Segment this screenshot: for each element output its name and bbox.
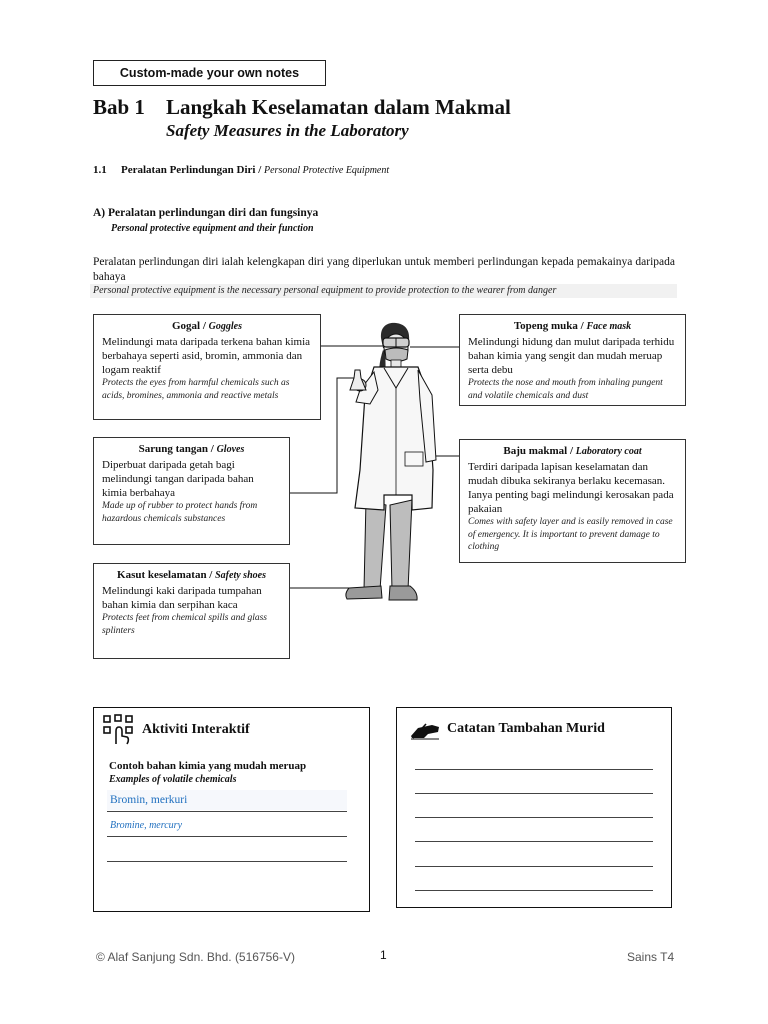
shoes-desc: Melindungi kaki daripada tumpahan bahan kimia dan serpihan kaca: [102, 585, 262, 611]
subsection-title-en: Personal protective equipment and their function: [111, 223, 314, 234]
coat-box: [459, 439, 686, 563]
footer-subject: Sains T4: [627, 950, 675, 964]
activity-question: Contoh bahan kimia yang mudah meruap: [109, 760, 307, 772]
goggles-desc-en: Protects the eyes from harmful chemicals such as acids, bromines, ammonia and reactive metals: [102, 378, 290, 401]
gloves-title: [102, 442, 281, 457]
activity-question-en: Examples of volatile chemicals: [109, 774, 237, 785]
writing-hand-icon: [410, 720, 440, 740]
subsection-title: A) Peralatan perlindungan diri dan fungsinya: [93, 207, 319, 219]
mask-name: Topeng muka /: [513, 320, 587, 332]
answer-line-1: [107, 811, 347, 812]
notes-title: Catatan Tambahan Murid: [447, 721, 605, 736]
section-number: 1.1: [93, 164, 107, 176]
interactive-hand-icon: [102, 714, 134, 746]
chapter-title-text: Langkah Keselamatan dalam Makmal: [166, 95, 511, 119]
notes-line-3[interactable]: [415, 817, 653, 818]
gloves-name-en: Gloves: [216, 444, 245, 455]
goggles-box: [93, 314, 321, 420]
section-title-en: Personal Protective Equipment: [264, 165, 390, 176]
gloves-box: [93, 437, 290, 545]
activity-answer[interactable]: Bromin, merkuri: [110, 794, 188, 806]
coat-name-en: Laboratory coat: [575, 446, 642, 457]
intro-text: Peralatan perlindungan diri ialah kelengkapan diri yang diperlukan untuk memberi perlindungan kepada pemakainya daripada bahaya: [93, 256, 675, 283]
shoes-box: [93, 563, 290, 659]
notes-line-1[interactable]: [415, 769, 653, 770]
footer-copyright: © Alaf Sanjung Sdn. Bhd. (516756-V): [96, 950, 295, 964]
notes-box: [396, 707, 672, 908]
shoes-name-en: Safety shoes: [215, 570, 266, 581]
shoes-name: Kasut keselamatan /: [117, 569, 216, 581]
activity-answer-en[interactable]: Bromine, mercury: [110, 820, 183, 831]
gloves-desc-en: Made up of rubber to protect hands from hazardous chemicals substances: [102, 501, 258, 524]
mask-box: [459, 314, 686, 406]
shoes-title: [102, 568, 281, 583]
coat-desc-en: Comes with safety layer and is easily removed in case of emergency. It is important to prevent damage to clothing: [468, 517, 673, 552]
mask-desc: Melindungi hidung dan mulut daripada terhidu bahan kimia yang sengit dan mudah meruap serta debu: [468, 336, 675, 376]
notes-line-5[interactable]: [415, 866, 653, 867]
gloves-desc: Diperbuat daripada getah bagi melindungi tangan daripada bahan kimia berbahaya: [102, 459, 254, 499]
section-title: Peralatan Perlindungan Diri /: [121, 164, 264, 176]
goggles-title: [102, 319, 312, 334]
coat-name: Baju makmal /: [503, 445, 576, 457]
mask-name-en: Face mask: [586, 321, 632, 332]
footer-page-number: 1: [380, 948, 387, 962]
chapter-subtitle: Safety Measures in the Laboratory: [166, 121, 409, 140]
notes-line-4[interactable]: [415, 841, 653, 842]
notes-tag: Custom-made your own notes: [93, 60, 326, 86]
mask-desc-en: Protects the nose and mouth from inhaling pungent and volatile chemicals and dust: [468, 378, 663, 401]
mask-title: [468, 319, 677, 334]
notes-line-2[interactable]: [415, 793, 653, 794]
intro-text-en: Personal protective equipment is the necessary personal equipment to provide protection to the wearer from danger: [90, 284, 677, 298]
answer-line-2: [107, 836, 347, 837]
goggles-desc: Melindungi mata daripada terkena bahan kimia berbahaya seperti asid, bromin, ammonia dan logam reaktif: [102, 336, 311, 376]
goggles-name: Gogal /: [171, 320, 209, 332]
coat-desc: Terdiri daripada lapisan keselamatan dan mudah dibuka sekiranya berlaku kecemasan. Ianya penting bagi melindungi kerosakan pada pakaian: [468, 461, 674, 515]
answer-line-3: [107, 861, 347, 862]
chapter-number: Bab 1: [93, 95, 145, 119]
activity-title: Aktiviti Interaktif: [142, 722, 250, 737]
goggles-name-en: Goggles: [208, 321, 242, 332]
coat-title: [468, 444, 677, 459]
shoes-desc-en: Protects feet from chemical spills and glass splinters: [102, 613, 267, 636]
scientist-illustration: [346, 323, 436, 600]
notes-line-6[interactable]: [415, 890, 653, 891]
activity-box: [93, 707, 370, 912]
gloves-name: Sarung tangan /: [138, 443, 217, 455]
